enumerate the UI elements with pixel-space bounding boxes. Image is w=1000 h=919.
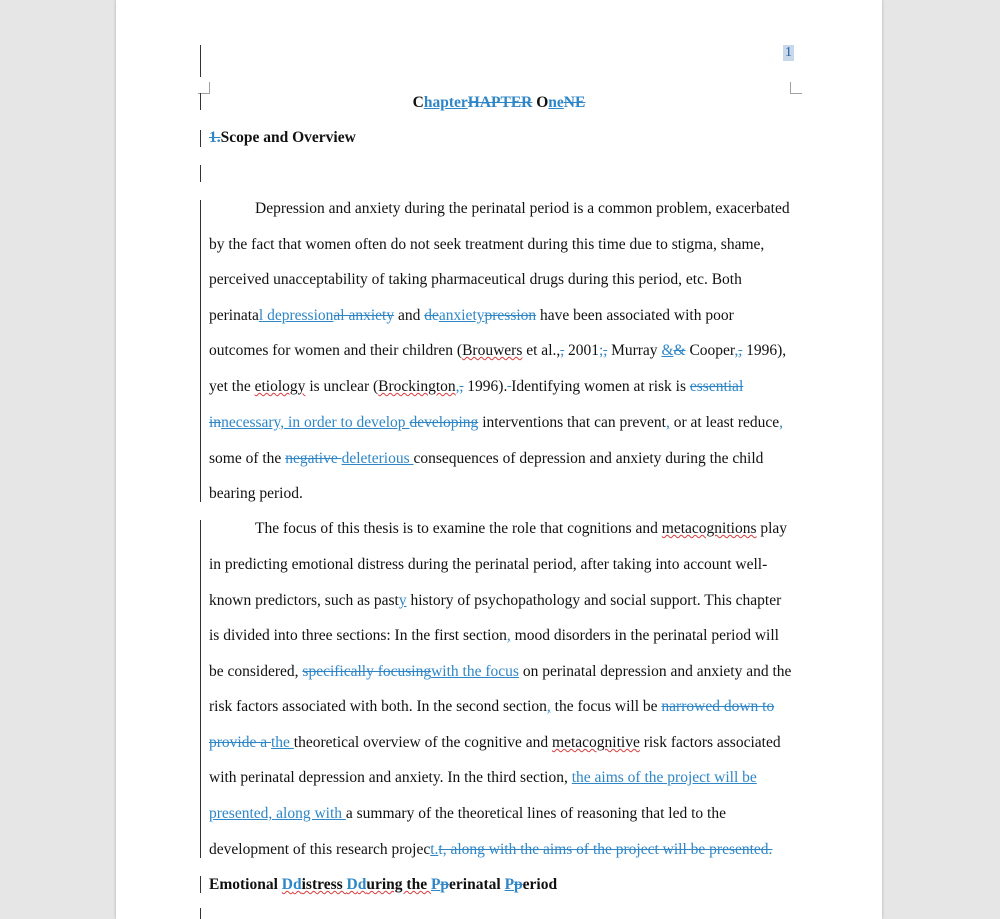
text: 2001	[564, 342, 599, 359]
insertion: deleterious	[341, 450, 414, 467]
deletion: ,	[459, 378, 464, 395]
change-bar	[200, 130, 201, 147]
page-number[interactable]: 1	[785, 45, 792, 60]
text: Identifying women at risk is	[511, 378, 690, 395]
title-text: C	[412, 94, 424, 111]
paragraph-line[interactable]	[209, 483, 809, 505]
text: the focus will be	[550, 698, 662, 715]
insertion: D	[281, 876, 293, 893]
heading-text: Emotional	[209, 876, 282, 893]
paragraph-line[interactable]	[209, 661, 809, 683]
deletion: ,	[603, 342, 608, 359]
title-text: O	[536, 94, 549, 111]
paragraph-line[interactable]	[255, 518, 855, 540]
paragraph-line[interactable]	[209, 305, 809, 327]
insertion: ;	[599, 342, 604, 359]
spelling-flag: metacognitions	[661, 520, 757, 537]
paragraph-line[interactable]	[209, 448, 809, 470]
text: or at least reduce	[669, 414, 780, 431]
paragraph-line[interactable]	[209, 269, 809, 291]
text: yet the	[209, 378, 255, 395]
spelling-flag: Brouwers	[462, 342, 523, 359]
insertion: &	[661, 342, 674, 359]
paragraph-line[interactable]	[209, 803, 809, 825]
insertion: ,	[506, 627, 511, 644]
text: 1996),	[742, 342, 787, 359]
change-bar	[200, 520, 201, 858]
text: some of the	[209, 450, 286, 467]
text: development of this research projec	[209, 841, 431, 858]
text: history of psychopathology and social support. This chapter	[406, 592, 782, 609]
spelling-flag: metacognitive	[552, 734, 640, 751]
text: interventions that can prevent	[478, 414, 666, 431]
change-bar	[200, 908, 201, 919]
text: play	[756, 520, 788, 537]
deletion: narrowed down to	[661, 698, 775, 715]
text: mood disorders in the perinatal period will	[510, 627, 779, 644]
text: Cooper	[685, 342, 735, 359]
change-bar	[200, 200, 201, 502]
paragraph-line[interactable]	[255, 198, 855, 220]
deletion: d	[357, 876, 367, 893]
text: is divided into three sections: In the first section	[209, 627, 507, 644]
paragraph-line[interactable]	[209, 554, 809, 576]
spelling-flag: Brockington	[378, 378, 456, 395]
text: perceived unacceptability of taking pharmaceutical drugs during this period, etc. Both	[209, 271, 742, 288]
deletion: ,	[560, 342, 565, 359]
text: a summary of the theoretical lines of reasoning that led to the	[345, 805, 726, 822]
deletion: ,	[738, 342, 743, 359]
text: risk factors associated	[639, 734, 781, 751]
deletion: p	[440, 876, 450, 893]
text: Depression and anxiety during the perinatal period is a common problem, exacerbated	[255, 200, 790, 217]
deletion: al anxiety	[333, 307, 395, 324]
deletion: p	[514, 876, 523, 893]
deletion: d	[292, 876, 302, 893]
deletion: 1.	[209, 129, 221, 146]
deletion: &	[673, 342, 686, 359]
chapter-title[interactable]	[116, 92, 882, 114]
document-page[interactable]	[116, 0, 882, 919]
insertion: ,	[779, 414, 784, 431]
text: by the fact that women often do not seek treatment during this time due to stigma, shame,	[209, 236, 765, 253]
insertion: D	[346, 876, 358, 893]
change-bar	[200, 876, 201, 893]
paragraph-line[interactable]	[209, 340, 809, 362]
change-bar	[200, 165, 201, 182]
paragraph-line[interactable]	[209, 839, 809, 861]
deletion: essential	[689, 378, 744, 395]
insertion: the aims of the project will be	[571, 769, 757, 786]
insertion: l depression	[258, 307, 334, 324]
insertion: P	[430, 876, 441, 893]
deletion: HAPTER	[467, 94, 533, 111]
text: The focus of this thesis is to examine the role that cognitions and	[255, 520, 662, 537]
deletion: in	[209, 414, 222, 431]
heading-text: Scope and Overview	[220, 129, 356, 146]
paragraph-line[interactable]	[209, 376, 809, 398]
text: with perinatal depression and anxiety. In the third section,	[209, 769, 572, 786]
paragraph-line[interactable]	[209, 412, 809, 434]
spelling-flag: etiology	[254, 378, 306, 395]
heading-text: erinatal	[449, 876, 505, 893]
insertion: presented, along with	[209, 805, 346, 822]
section-heading[interactable]	[209, 127, 809, 149]
text: is unclear (	[305, 378, 379, 395]
paragraph-line[interactable]	[209, 696, 809, 718]
insertion: t.	[430, 841, 439, 858]
text: be considered,	[209, 663, 303, 680]
text: in predicting emotional distress during the perinatal period, after taking into account well-	[209, 556, 768, 573]
insertion: ne	[548, 94, 564, 111]
text: and	[394, 307, 425, 324]
paragraph-line[interactable]	[209, 732, 809, 754]
text: 1996).	[463, 378, 508, 395]
deletion: de	[424, 307, 439, 324]
insertion: y	[398, 592, 407, 609]
insertion: necessary, in order to develop	[221, 414, 410, 431]
paragraph-line[interactable]	[209, 625, 809, 647]
deletion: pression	[484, 307, 537, 324]
insertion: P	[504, 876, 515, 893]
deletion: developing	[409, 414, 479, 431]
section-heading[interactable]	[209, 874, 809, 896]
heading-text: eriod	[522, 876, 558, 893]
text: outcomes for women and their children (	[209, 342, 463, 359]
text: consequences of depression and anxiety during the child	[413, 450, 764, 467]
deletion: provide a	[209, 734, 271, 751]
insertion: the	[270, 734, 294, 751]
text: et al.,	[522, 342, 561, 359]
insertion: ,	[455, 378, 460, 395]
heading-text: istress	[301, 876, 347, 893]
paragraph-line[interactable]	[209, 767, 809, 789]
paragraph-line[interactable]	[209, 234, 809, 256]
text: Murray	[607, 342, 662, 359]
insertion: ,	[665, 414, 670, 431]
text: theoretical overview of the cognitive and	[293, 734, 553, 751]
text: have been associated with poor	[536, 307, 734, 324]
insertion: anxiety	[438, 307, 485, 324]
deletion: NE	[563, 94, 586, 111]
heading-text: uring the	[366, 876, 431, 893]
text: on perinatal depression and anxiety and the	[518, 663, 792, 680]
deletion: t, along with the aims of the project will be presented.	[438, 841, 773, 858]
text: perinata	[209, 307, 259, 324]
insertion: with the focus	[431, 663, 519, 680]
text: known predictors, such as past	[209, 592, 399, 609]
insertion: ,	[546, 698, 551, 715]
insertion: hapter	[423, 94, 468, 111]
paragraph-line[interactable]	[209, 590, 809, 612]
deletion: negative	[285, 450, 342, 467]
deletion: specifically focusing	[302, 663, 432, 680]
text: risk factors associated with both. In the second section	[209, 698, 547, 715]
change-bar	[200, 45, 201, 77]
insertion: ,	[734, 342, 739, 359]
text: bearing period.	[209, 485, 303, 502]
